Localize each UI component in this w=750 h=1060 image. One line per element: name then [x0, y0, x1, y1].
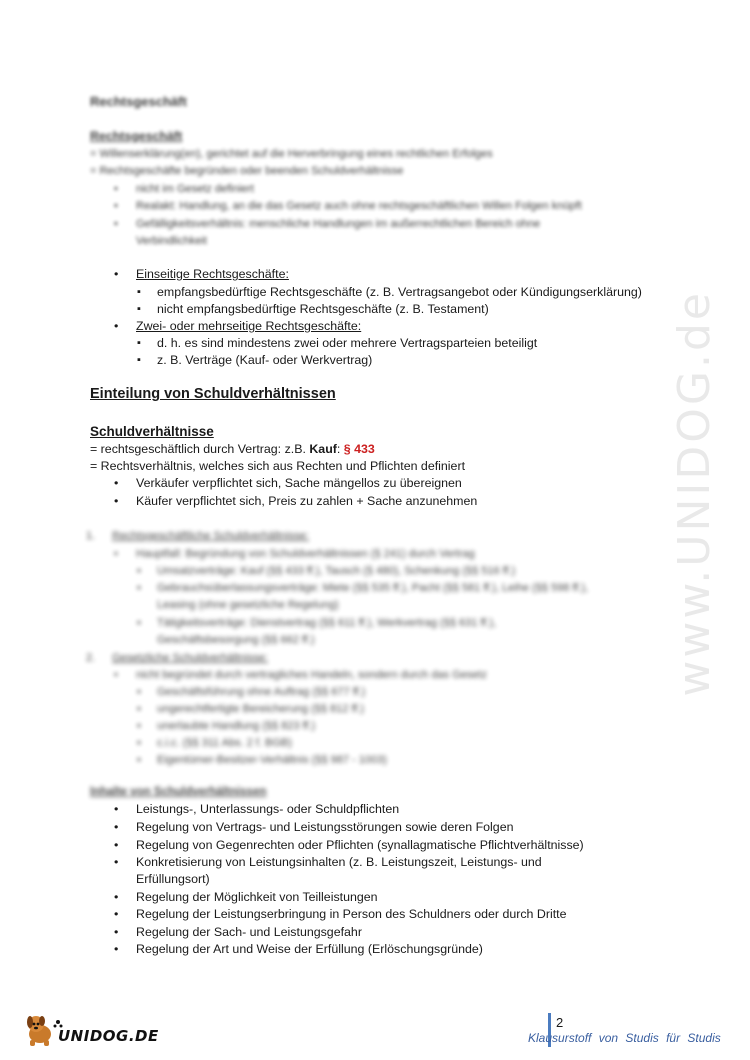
- list-item: • Leistungs-, Unterlassungs- oder Schuldpflichten: [136, 801, 399, 819]
- page-title: Rechtsgeschäft: [90, 94, 187, 109]
- list-item: • nicht begründet durch vertragliches Handeln, sondern durch das Gesetz: [136, 667, 487, 685]
- list-heading: • Einseitige Rechtsgeschäfte:: [136, 266, 289, 284]
- sub-heading: Schuldverhältnisse: [90, 424, 214, 439]
- sub-heading: Inhalte von Schuldverhältnissen: [90, 786, 267, 798]
- list-item: ▪ z. B. Verträge (Kauf- oder Werkvertrag): [157, 352, 372, 370]
- list-item: • Gefälligkeitsverhältnis: menschliche Handlungen im außerrechtlichen Bereich ohne: [136, 216, 540, 234]
- list-item-continuation: Verbindlichkeit: [136, 235, 207, 247]
- list-number: 2.: [86, 652, 96, 664]
- definition-line: = Rechtsgeschäfte begründen oder beenden Schuldverhältnisse: [90, 165, 404, 177]
- list-item: • Käufer verpflichtet sich, Preis zu zahlen + Sache anzunehmen: [136, 493, 477, 511]
- list-item: • Regelung von Vertrags- und Leistungsstörungen sowie deren Folgen: [136, 819, 513, 837]
- paragraph-reference: § 433: [343, 442, 375, 456]
- list-item: ▪ Gebrauchsüberlassungsverträge: Miete (§§ 535 ff.), Pacht (§§ 581 ff.), Leihe (§§ 598 ff.),: [157, 580, 588, 598]
- list-item: • Regelung der Möglichkeit von Teilleistungen: [136, 889, 378, 907]
- numbered-heading-text: Rechtsgeschäftliche Schuldverhältnisse:: [112, 530, 309, 542]
- definition-text: = rechtsgeschäftlich durch Vertrag: z.B.: [90, 442, 310, 456]
- numbered-heading: [86, 528, 309, 546]
- list-item: ▪ ungerechtfertigte Bereicherung (§§ 812 ff.): [157, 701, 364, 719]
- definition-line: = Rechtsverhältnis, welches sich aus Rechten und Pflichten definiert: [90, 459, 466, 473]
- list-item: ▪ Geschäftsführung ohne Auftrag (§§ 677 ff.): [157, 684, 365, 702]
- sub-heading: Rechtsgeschäft: [90, 129, 183, 143]
- list-item: • Konkretisierung von Leistungsinhalten (z. B. Leistungszeit, Leistungs- und: [136, 854, 542, 872]
- definition-line: [90, 441, 375, 459]
- watermark: www.UNIDOG.de: [669, 290, 720, 697]
- list-item: • Regelung der Leistungserbringung in Person des Schuldners oder durch Dritte: [136, 906, 567, 924]
- list-item: ▪ Umsatzverträge: Kauf (§§ 433 ff.), Tausch (§ 480), Schenkung (§§ 516 ff.): [157, 563, 515, 581]
- list-heading: • Zwei- oder mehrseitige Rechtsgeschäfte:: [136, 318, 361, 336]
- list-item: • Realakt: Handlung, an die das Gesetz auch ohne rechtsgeschäftlichen Willen Folgen knüpft: [136, 198, 582, 216]
- list-item: ▪ nicht empfangsbedürftige Rechtsgeschäfte (z. B. Testament): [157, 301, 489, 319]
- list-item: ▪ unerlaubte Handlung (§§ 823 ff.): [157, 718, 315, 736]
- list-item-continuation: Erfüllungsort): [136, 872, 210, 886]
- footer-tagline: Klausurstoff von Studis für Studis: [528, 1031, 721, 1045]
- section-heading: Einteilung von Schuldverhältnissen: [90, 386, 336, 402]
- definition-colon: :: [336, 442, 344, 456]
- list-item: • Regelung der Sach- und Leistungsgefahr: [136, 924, 362, 942]
- list-item: • Regelung von Gegenrechten oder Pflichten (synallagmatische Pflichtverhältnisse): [136, 837, 584, 855]
- list-item: ▪ Eigentümer-Besitzer-Verhältnis (§§ 987 - 1003): [157, 752, 387, 770]
- page-number: 2: [556, 1015, 564, 1030]
- logo-text: UNIDOG.DE: [58, 1027, 159, 1045]
- definition-line: = Willenserklärung(en), gerichtet auf die Herverbringung eines rechtlichen Erfolges: [90, 148, 493, 160]
- list-item: ▪ empfangsbedürftige Rechtsgeschäfte (z. B. Vertragsangebot oder Kündigungserklärung): [157, 284, 642, 302]
- list-item-continuation: Geschäftsbesorgung (§§ 662 ff.): [157, 634, 315, 646]
- list-item: ▪ c.i.c. (§§ 311 Abs. 2 f. BGB): [157, 735, 292, 753]
- definition-keyword: Kauf: [309, 442, 337, 456]
- list-item: • Regelung der Art und Weise der Erfüllung (Erlöschungsgründe): [136, 941, 483, 959]
- numbered-heading: [86, 650, 268, 668]
- list-item: ▪ d. h. es sind mindestens zwei oder mehrere Vertragsparteien beteiligt: [157, 335, 537, 353]
- list-item: • nicht im Gesetz definiert: [136, 181, 254, 199]
- list-item: • Verkäufer verpflichtet sich, Sache mängellos zu übereignen: [136, 475, 462, 493]
- list-number: 1.: [86, 530, 96, 542]
- list-item: • Hauptfall: Begründung von Schuldverhältnissen (§ 241) durch Vertrag: [136, 546, 475, 564]
- numbered-heading-text: Gesetzliche Schuldverhältnisse:: [112, 652, 268, 664]
- list-item: ▪ Tätigkeitsverträge: Dienstvertrag (§§ 611 ff.), Werkvertrag (§§ 631 ff.),: [157, 615, 496, 633]
- list-item-continuation: Leasing (ohne gesetzliche Regelung): [157, 599, 339, 611]
